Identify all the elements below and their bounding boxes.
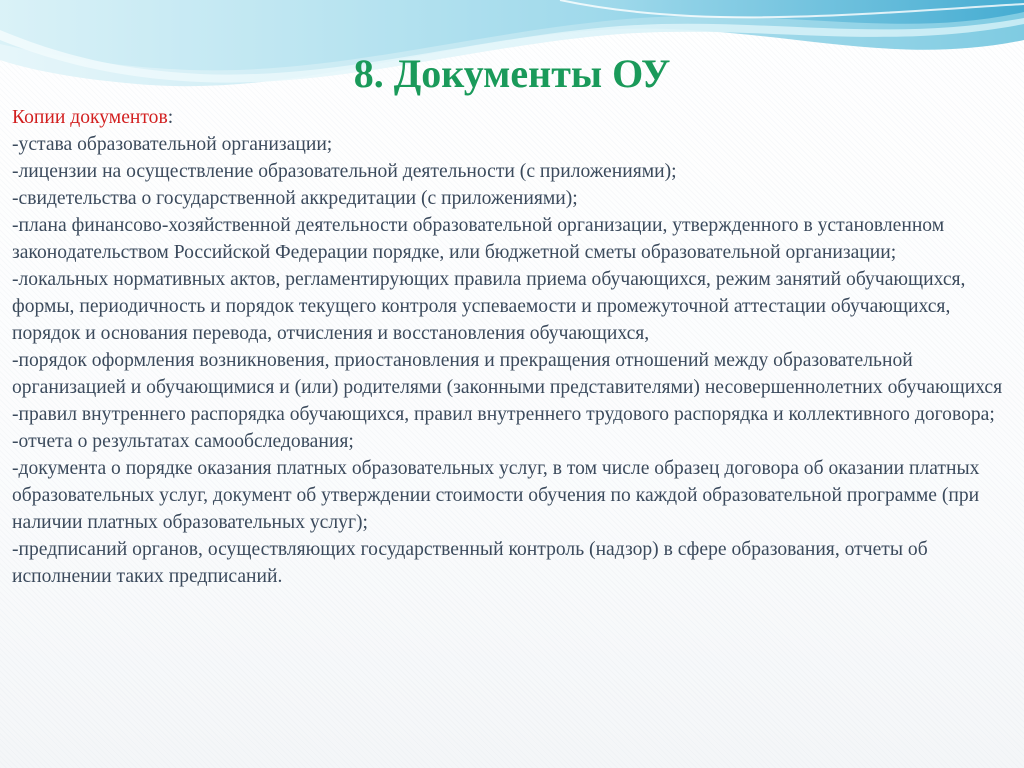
list-item: -устава образовательной организации;: [12, 134, 333, 155]
list-item: -порядок оформления возникновения, приостановления и прекращения отношений между образовательной организацией и обучающимися и (или) родителями (законными представителями) несовершеннолетних обучающихся: [12, 350, 1003, 398]
list-item: -отчета о результатах самообследования;: [12, 431, 354, 452]
list-item: -документа о порядке оказания платных образовательных услуг, в том числе образец договора об оказании платных образовательных услуг, документ об утверждении стоимости обучения по каждой образовательной программе (при наличии платных образовательных услуг);: [12, 458, 980, 533]
intro-colon: :: [167, 107, 174, 128]
list-item: -свидетельства о государственной аккредитации (с приложениями);: [12, 188, 578, 209]
slide-title: 8. Документы ОУ: [353, 51, 671, 96]
intro-line: [12, 104, 1020, 131]
list-item: -предписаний органов, осуществляющих государственный контроль (надзор) в сфере образования, отчеты об исполнении таких предписаний.: [12, 539, 928, 587]
list-item: -локальных нормативных актов, регламентирующих правила приема обучающихся, режим занятий обучающихся, формы, периодичность и порядок текущего контроля успеваемости и промежуточной аттестации обучающихся, порядок и основания перевода, отчисления и восстановления обучающихся,: [12, 269, 966, 344]
intro-label: Копии документов: [12, 107, 168, 128]
list-item: -лицензии на осуществление образовательной деятельности (с приложениями);: [12, 161, 677, 182]
slide-content: [12, 104, 1020, 590]
list-item: -правил внутреннего распорядка обучающихся, правил внутреннего трудового распорядка и коллективного договора;: [12, 404, 995, 425]
list-item: -плана финансово-хозяйственной деятельности образовательной организации, утвержденного в установленном законодательством Российской Федерации порядке, или бюджетной сметы образовательной организации;: [12, 215, 945, 263]
